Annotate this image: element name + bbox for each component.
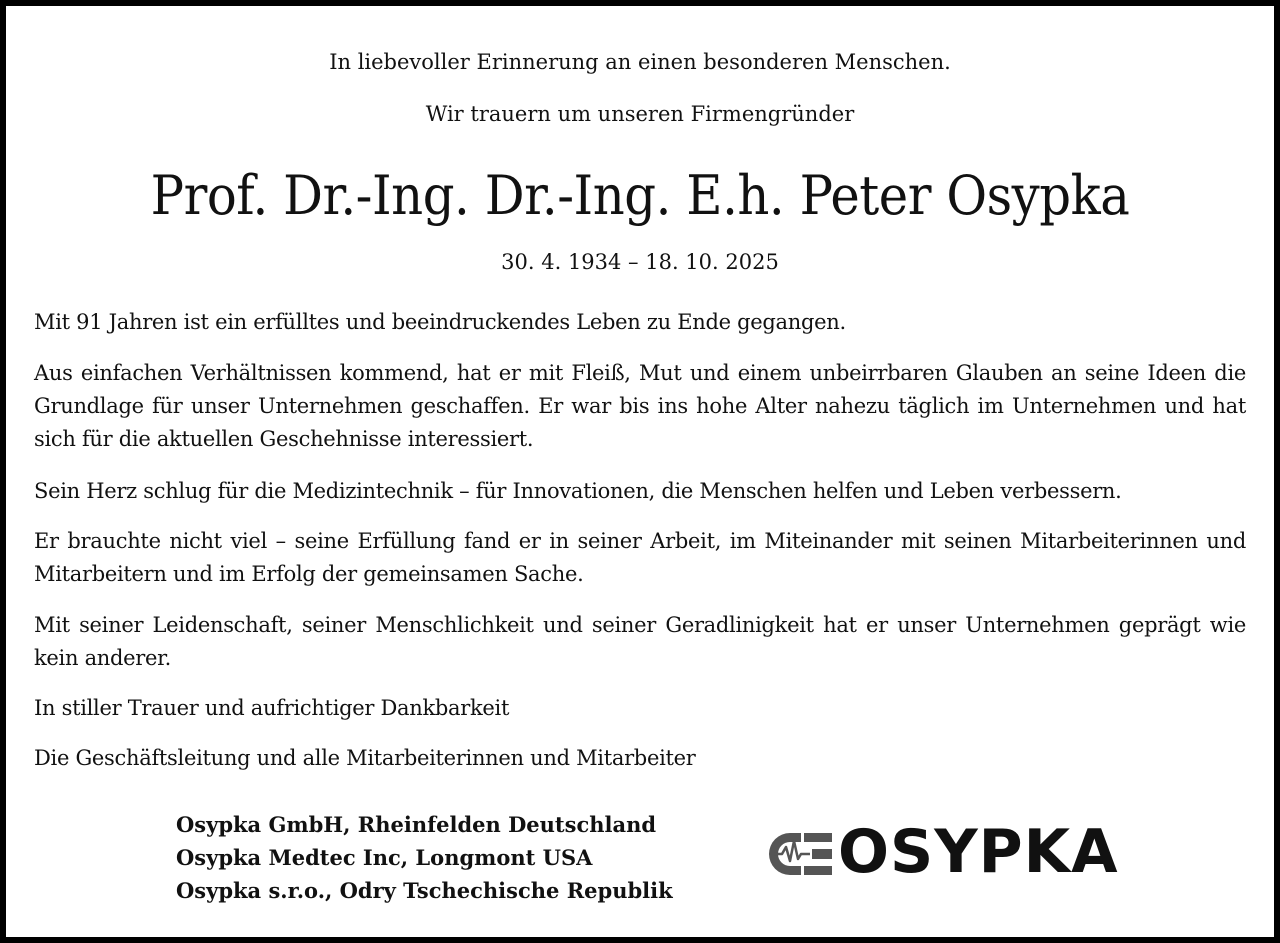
- osypka-logo: [766, 817, 1119, 889]
- intro-line-1: In liebevoller Erinnerung an einen besonderen Menschen.: [329, 50, 951, 74]
- paragraph-legacy: Mit seiner Leidenschaft, seiner Menschlichkeit und seiner Geradlinigkeit hat er unser Unternehmen geprägt wie kein anderer.: [34, 613, 1246, 670]
- company-list: [176, 808, 673, 907]
- signature-line: Die Geschäftsleitung und alle Mitarbeiterinnen und Mitarbeiter: [34, 746, 696, 770]
- intro-line-2: Wir trauern um unseren Firmengründer: [425, 102, 855, 126]
- paragraph-modesty: Er brauchte nicht viel – seine Erfüllung fand er in seiner Arbeit, im Miteinander mit seinen Mitarbeiterinnen und Mitarbeitern und im Erfolg der gemeinsamen Sache.: [34, 529, 1246, 586]
- life-dates: 30. 4. 1934 – 18. 10. 2025: [501, 250, 779, 274]
- deceased-name: Prof. Dr.-Ing. Dr.-Ing. E.h. Peter Osypka: [150, 164, 1130, 227]
- company-czech: Osypka s.r.o., Odry Tschechische Republik: [176, 878, 673, 903]
- company-germany: Osypka GmbH, Rheinfelden Deutschland: [176, 812, 657, 837]
- paragraph-age: Mit 91 Jahren ist ein erfülltes und beeindruckendes Leben zu Ende gegangen.: [34, 310, 846, 334]
- company-usa: Osypka Medtec Inc, Longmont USA: [176, 845, 593, 870]
- paragraph-origins: Aus einfachen Verhältnissen kommend, hat er mit Fleiß, Mut und einem unbeirrbaren Glauben an seine Ideen die Grundlage für unser Unternehmen geschaffen. Er war bis ins hohe Alter nahezu täglich im Unternehmen und hat sich für die aktuellen Geschehnisse interessiert.: [34, 361, 1246, 451]
- ecg-heartbeat-icon: [768, 829, 834, 879]
- closing-line: In stiller Trauer und aufrichtiger Dankbarkeit: [34, 696, 510, 720]
- logo-wordmark: OSYPKA: [838, 817, 1119, 887]
- paragraph-passion: Sein Herz schlug für die Medizintechnik – für Innovationen, die Menschen helfen und Leben verbessern.: [34, 479, 1122, 503]
